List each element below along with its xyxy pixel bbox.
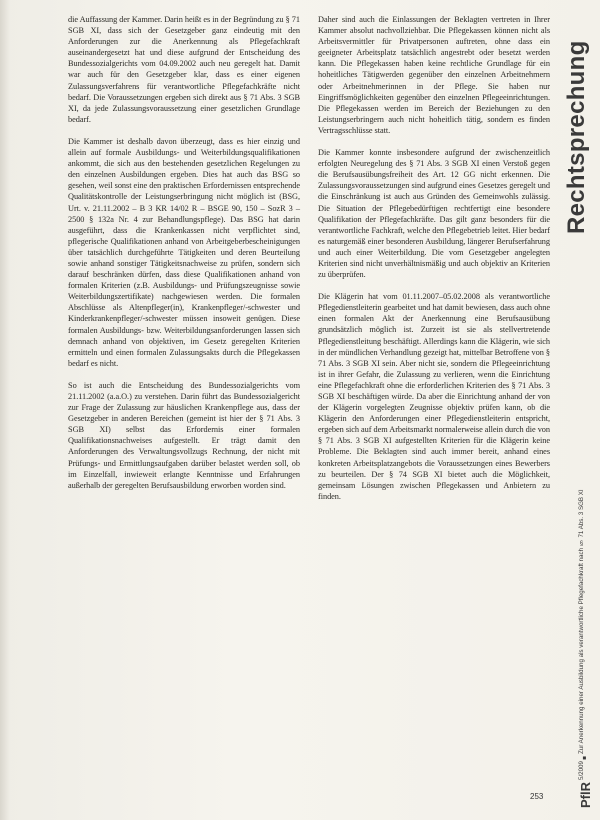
article-title: Zur Anerkennung einer Ausbildung als verantwortliche Pflegefachkraft nach § 71 Abs. 3 SGB XI: [578, 489, 585, 755]
square-bullet-icon: ■: [581, 754, 588, 762]
left-text-column: [68, 14, 300, 502]
paragraph: Daher sind auch die Einlassungen der Beklagten vertreten in Ihrer Kammer absolut nachvollziehbar. Die Pflegekassen können nicht als Arbeitsvermittler für Privatpersonen auftreten, ohne dass ein geeigneter Arbeitsplatz tatsächlich angestrebt oder besetzt werden kann. Die Pflegekassen haben keine rechtliche Grundlage für ein hoheitliches Tätigwerden gegenüber den einzelnen Arbeitnehmern oder Arbeitnehmerinnen in der Pflege. Sie haben nur Eingriffsmöglichkeiten gegenüber den einzelnen Pflegeeinrichtungen. Die Pflegekassen werden im Bereich der Beziehungen zu den Leistungserbringern auch nicht hoheitlich tätig, sondern es finden Vertragsschlüsse statt.: [318, 15, 550, 135]
paragraph: So ist auch die Entscheidung des Bundessozialgerichts vom 21.11.2002 (a.a.O.) zu verstehen. Darin führt das Bundessozialgericht zur Frage der Zulassung zur häuslichen Krankenpflege aus, dass der Gesetzgeber in anderen Bereichen (gemeint ist hier der § 71 Abs. 3 SGB XI) selbst das Erfordernis einer formalen Qualifikationsnachweises aufgestellt. Er trägt damit den Anforderungen des Verwaltungsvollzugs Rechnung, der nicht mit Prüfungs- und Ermittlungsaufgaben darüber belastet werden soll, ob im Einzelfall, inwieweit erlangte Kenntnisse und Erfahrungen außerhalb der geregelten Berufsausbildung erworben worden sind.: [68, 380, 300, 490]
running-footer: [578, 440, 593, 810]
issue-number: 5/2009: [578, 761, 585, 781]
journal-brand: PflR: [578, 782, 593, 808]
section-title-vertical: Rechtsprechung: [563, 40, 590, 234]
page-number: 253: [530, 792, 544, 801]
paragraph: die Auffassung der Kammer. Darin heißt es in der Begründung zu § 71 SGB XI, dass sich der Gesetzgeber ganz eindeutig mit den Anforderungen zur die Anerkennung als Pflegefachkraft auseinandergesetzt hat und diese aufgrund der Entscheidung des Bundessozialgerichts vom 04.09.2002 auch neu geregelt hat. Damit war auch für den Gesetzgeber klar, dass es einer eigenen Zulassungsverfahrens für verantwortliche Pflegefachkräfte nicht bedarf. Die Voraussetzungen ergeben sich direkt aus § 71 Abs. 3 SGB XI, da jede Zulassungsvoraussetzung einer gesetzlichen Grundlage bedarf.: [68, 15, 300, 124]
paragraph: Die Kammer konnte insbesondere aufgrund der zwischenzeitlich erfolgten Neuregelung des § 71 Abs. 3 SGB XI einen Verstoß gegen die Berufsausübungsfreiheit des Art. 12 GG nicht erkennen. Die Zulassungsvoraussetzungen sind aufgrund eines Gesetzes geregelt und die Einschränkung ist auch aus Gründen des Gemeinwohls zulässig. Die Situation der Pflegebedürftigen rechtfertigt eine besondere Qualifikation der Pflegefachkräfte. Das gilt ganz besonders für die verantwortliche Fachkraft, welche den Pflegebetrieb leitet. Hier bedarf es naturgemäß einer besonderen Ausbildung, längerer Berufserfahrung und auch einer Weiterbildung. Die vom Gesetzgeber angelegten Kriterien sind nicht unverhältnismäßig und auch objektiv an Kriterien zu überprüfen.: [318, 148, 550, 280]
page-gutter-shadow: [0, 0, 10, 820]
footer-separator: [581, 780, 588, 782]
right-text-column: [318, 14, 550, 513]
paragraph: Die Kammer ist deshalb davon überzeugt, dass es hier einzig und allein auf formale Ausbildungs- und Weiterbildungsqualifikationen ankommt, die sich aus den bestehenden gesetzlichen Regelungen zu den einzelnen Ausbildungen ergeben. Dies hat auch das BSG so gesehen, weil sonst eine den praktischen Erfordernissen entsprechende Qualitätskontrolle der Leistungserbringung nicht möglich ist (BSG, Urt. v. 21.11.2002 – B 3 KR 14/02 R – BSGE 90, 150 – SozR 3 – 2500 § 132a Nr. 4 zur Behandlungspflege). Das BSG hat darin ausgeführt, dass die Krankenkassen nicht verpflichtet sind, pflegerische Qualifikationen anhand von Arbeitgeberbescheinigungen über tatsächlich durchgeführte Tätigkeiten und deren Beurteilung sowie anhand sonstiger Tätigkeitsnachweise zu prüfen, sondern sich darauf beschränken dürfen, dass diese Qualifikationen anhand von formalen Kriterien (z.B. Ausbildungs- und Prüfungszeugnisse sowie Weiterbildungszertifikate) nachgewiesen werden. Die formalen Abschlüsse als Altenpfleger(in), Krankenpfleger/-schwester und Kinderkrankenpfleger/-schwester müssen insoweit genügen. Diese formalen Ausbildungs- bzw. Weiterbildungsanforderungen lassen sich demnach anhand von objektiven, im Gesetz geregelten Kriterien ermitteln und einen formalen Zulassungsakts durch die Pflegekassen bedarf es nicht.: [68, 136, 300, 368]
paragraph: Die Klägerin hat vom 01.11.2007–05.02.2008 als verantwortliche Pflegedienstleiterin gearbeitet und hat damit bewiesen, dass auch ohne einen formalen Akt der Anerkennung eine Berufsausübung grundsätzlich möglich ist. Zurzeit ist sie als stellvertretende Pflegedienstleitung beschäftigt. Allerdings kann die Klägerin, wie sich in der mündlichen Verhandlung gezeigt hat, mittelbar Betroffene von § 71 Abs. 3 SGB XI sein. Aber nicht sie, sondern die Pflegeeinrichtung ist in ihrer Gefahr, die Zulassung zu verlieren, wenn die Einrichtung eine Pflegefachkraft ohne die erforderlichen Kriterien des § 71 Abs. 3 SGB XI beschäftigen würde. Da aber die Einrichtung anhand der von der Klägerin vorgelegten Zeugnisse objektiv prüfen kann, ob die Klägerin den Anforderungen einer Pflegedienstleiterin entspricht, ergeben sich auf dem Arbeitsmarkt normalerweise allein durch die von § 71 Abs. 3 SGB XI aufgestellten Kriterien für die Klägerin keine Probleme. Die Beklagten sind auch immer bereit, anhand eines konkreten Arbeitsplatzangebots die Voraussetzungen eines Bewerbers zu beurteilen. Der § 74 SGB XI bietet auch die Möglichkeit, gemeinsam Lösungen zwischen Pflegekassen und Anbietern zu finden.: [318, 292, 550, 501]
